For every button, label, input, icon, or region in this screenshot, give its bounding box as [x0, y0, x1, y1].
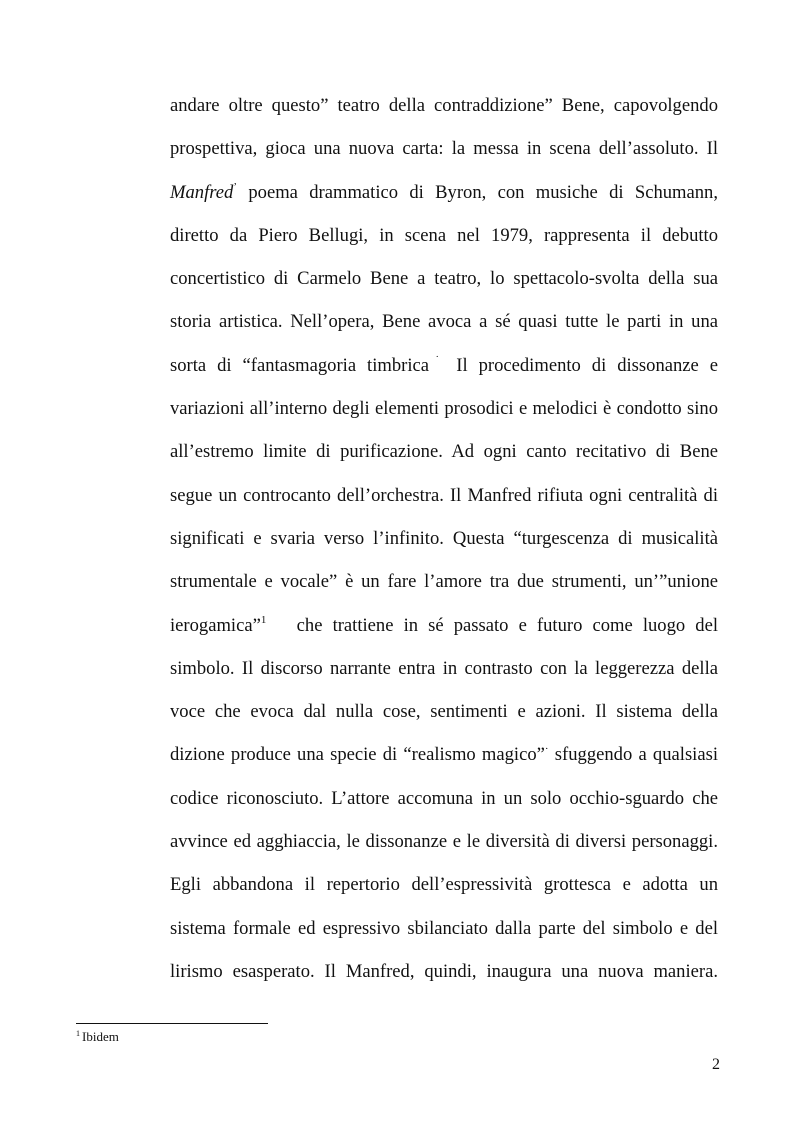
text-line: prospettiva, gioca una nuova carta: la messa in scena dell’assoluto. Il: [170, 138, 718, 160]
footnote: [76, 1029, 119, 1045]
footnote-text: Ibidem: [82, 1029, 119, 1044]
text-line: significati e svaria verso l’infinito. Questa “turgescenza di musicalità: [170, 527, 718, 549]
text-run: sfuggendo a qualsiasi: [554, 744, 718, 766]
text-run: Il procedimento di dissonanze e: [456, 354, 719, 376]
text-line: andare oltre questo” teatro della contraddizione” Bene, capovolgendo: [170, 95, 718, 116]
body-text: [170, 88, 718, 997]
text-line: storia artistica. Nell’opera, Bene avoca a sé quasi tutte le parti in una: [170, 311, 718, 333]
text-run: ierogamica”: [170, 614, 261, 636]
work-title: Manfred: [170, 181, 234, 203]
text-run: poema drammatico di Byron, con musiche di Schumann,: [248, 181, 718, 203]
text-line: segue un controcanto dell’orchestra. Il Manfred rifiuta ogni centralità di: [170, 484, 718, 506]
text-line: [170, 608, 718, 651]
page-number: 2: [712, 1056, 720, 1073]
text-line: lirismo esasperato. Il Manfred, quindi, inaugura una nuova maniera.: [170, 960, 718, 982]
text-line: simbolo. Il discorso narrante entra in contrasto con la leggerezza della: [170, 657, 718, 679]
inline-mark: ’: [233, 180, 238, 193]
footnote-marker: 1: [76, 1029, 80, 1038]
inline-mark: ˙: [429, 353, 446, 366]
text-run: sorta di “fantasmagoria timbrica: [170, 354, 430, 376]
footnote-reference[interactable]: 1: [260, 613, 267, 626]
text-line: concertistico di Carmelo Bene a teatro, lo spettacolo-svolta della sua: [170, 268, 718, 290]
text-line: codice riconosciuto. L’attore accomuna in un solo occhio-sguardo che: [170, 787, 718, 809]
text-line: all’estremo limite di purificazione. Ad ogni canto recitativo di Bene: [170, 441, 718, 463]
text-run: dizione produce una specie di “realismo magico”: [170, 744, 545, 766]
text-line: sistema formale ed espressivo sbilanciato dalla parte del simbolo e del: [170, 917, 718, 939]
text-line: Egli abbandona il repertorio dell’espressività grottesca e adotta un: [170, 874, 718, 896]
text-line: [170, 348, 718, 391]
text-line: voce che evoca dal nulla cose, sentimenti e azioni. Il sistema della: [170, 701, 718, 723]
text-line: [170, 175, 718, 218]
footnote-divider: [76, 1023, 268, 1024]
text-line: strumentale e vocale” è un fare l’amore tra due strumenti, un’”unione: [170, 571, 718, 593]
inline-mark: ·: [544, 743, 549, 756]
text-line: avvince ed agghiaccia, le dissonanze e le diversità di diversi personaggi.: [170, 831, 718, 853]
text-line: [170, 737, 718, 780]
text-run: che trattiene in sé passato e futuro come luogo del: [296, 614, 719, 636]
text-line: variazioni all’interno degli elementi prosodici e melodici è condotto sino: [170, 398, 718, 420]
text-line: diretto da Piero Bellugi, in scena nel 1979, rappresenta il debutto: [170, 224, 718, 246]
